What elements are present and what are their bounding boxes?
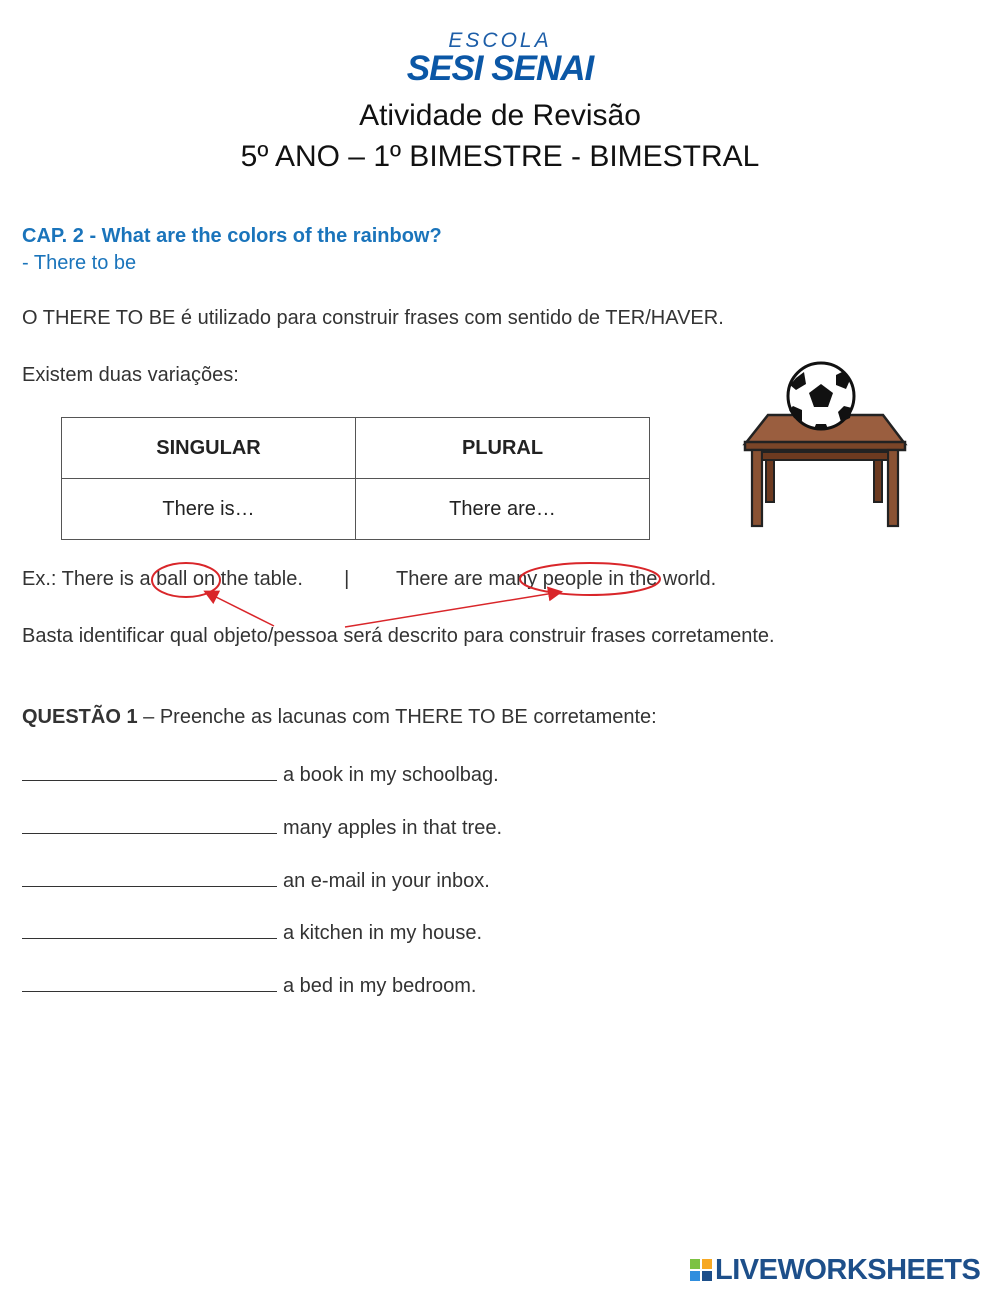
circle-many-people — [520, 563, 660, 595]
arrow-to-many-people — [345, 592, 560, 627]
header-plural: PLURAL — [356, 418, 650, 479]
example-b-prefix: There are — [396, 568, 483, 590]
item-text-2: many apples in that tree. — [283, 817, 503, 839]
variations-text: Existem duas variações: — [22, 364, 239, 386]
logo-sesi-senai: SESI SENAI — [406, 49, 594, 88]
page-title: Atividade de Revisão — [359, 99, 641, 132]
arrow-to-a-ball — [206, 592, 274, 626]
answer-blank-2[interactable] — [22, 815, 277, 834]
list-item — [22, 815, 502, 840]
question-label: QUESTÃO 1 — [22, 706, 138, 728]
example-a-circled: a ball — [139, 568, 188, 590]
example-separator: | — [344, 568, 350, 590]
answer-blank-1[interactable] — [22, 762, 277, 781]
question-instruction: – Preenche as lacunas com THERE TO BE corretamente: — [137, 706, 657, 728]
question-heading — [22, 706, 657, 729]
chapter-subheading: - There to be — [22, 252, 137, 274]
item-text-4: a kitchen in my house. — [283, 922, 482, 944]
item-text-3: an e-mail in your inbox. — [283, 870, 490, 892]
item-text-1: a book in my schoolbag. — [283, 764, 499, 786]
list-item — [22, 973, 476, 998]
example-b-rest: in the world. — [608, 568, 717, 590]
item-text-5: a bed in my bedroom. — [283, 975, 477, 997]
liveworksheets-logo-icon — [690, 1259, 712, 1281]
cell-there-is: There is… — [62, 479, 356, 540]
tip-text: Basta identificar qual objeto/pessoa será descrito para construir frases corretamente. — [22, 625, 775, 647]
chapter-heading: CAP. 2 - What are the colors of the rainbow? — [22, 225, 442, 247]
logo-escola-text: ESCOLA — [448, 29, 552, 52]
circle-a-ball — [152, 563, 220, 597]
list-item — [22, 868, 490, 893]
page-subtitle: 5º ANO – 1º BIMESTRE - BIMESTRAL — [240, 140, 760, 173]
definition-text: O THERE TO BE é utilizado para construir frases com sentido de TER/HAVER. — [22, 307, 724, 329]
answer-blank-5[interactable] — [22, 973, 277, 992]
example-a-rest: on the table. — [192, 568, 303, 590]
list-item — [22, 920, 482, 945]
example-b-circled: many people — [488, 568, 603, 590]
liveworksheets-text: LIVEWORKSHEETS — [715, 1254, 981, 1286]
list-item — [22, 762, 499, 787]
liveworksheets-brand — [690, 1254, 980, 1287]
answer-blank-4[interactable] — [22, 920, 277, 939]
answer-blank-3[interactable] — [22, 868, 277, 887]
header-singular: SINGULAR — [62, 418, 356, 479]
cell-there-are: There are… — [356, 479, 650, 540]
example-prefix: Ex.: There is — [22, 568, 134, 590]
